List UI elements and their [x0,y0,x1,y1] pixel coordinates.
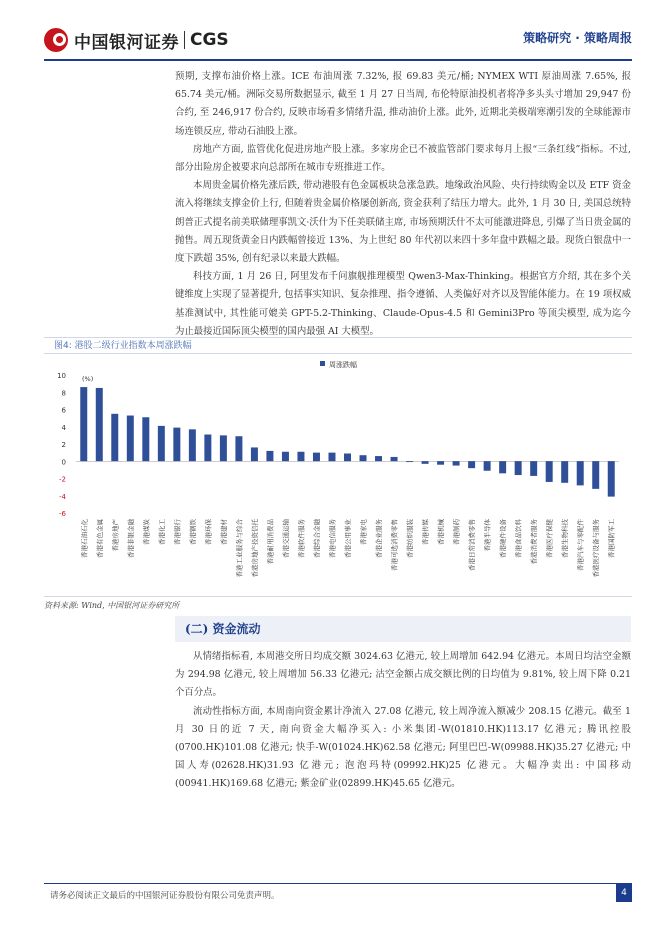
chart-bar [96,388,103,461]
chart-bar [111,414,118,461]
category-label: 香港电信服务 [328,519,337,558]
y-tick-label: -2 [59,475,66,484]
category-label: 香港钢铁 [188,519,197,545]
category-label: 香港有色金属 [95,519,104,558]
y-unit-label: (%) [82,375,94,383]
chart-bar [360,455,367,461]
chart-bar [158,426,165,461]
chart-bar [422,461,429,464]
page-number: 4 [616,884,632,902]
company-logo [44,27,229,53]
logo-en-text: CGS [190,30,229,50]
paragraph: 房地产方面, 监管优化促进房地产股上涨。多家房企已不被监管部门要求每月上报“三条红线”指标。不过, 部分出险房企被要求向总部所在城市专班推进工作。 [175,143,631,174]
chart-bar [204,435,211,462]
y-tick-label: 6 [61,406,66,415]
chart-bar [468,461,475,468]
category-label: 香港综合金融 [312,519,321,558]
chart-bar [220,435,227,461]
chart-bar [282,452,289,461]
header-divider [44,59,632,61]
y-tick-label: -6 [59,510,66,518]
body-text-bottom [175,648,631,794]
chart-bar [437,461,444,464]
y-tick-label: -4 [59,492,66,501]
category-label: 香港企业服务 [375,519,384,558]
chart-bar [530,461,537,476]
category-label: 香港化工 [157,519,166,545]
paragraph: 科技方面, 1 月 26 日, 阿里发布千问旗舰推理模型 Qwen3-Max-Thinking。根据官方介绍, 其在多个关键维度上实现了显著提升, 包括事实知识、复杂推理、指令遵循、人类偏好对齐以及智能体能力。在 19 项权威基准测试中, 其性能可媲美 GPT-5.2-Thinking、Claude-Opus-4.5 和 Gemini3Pro 等顶尖模型, 成为迄今为止最接近国际顶尖模型的国内最强 AI 大模型。 [175,271,631,337]
chart-bar [80,387,87,461]
category-label: 香港食品饮料 [514,519,523,558]
category-label: 香港石油石化 [80,519,89,558]
category-label: 香港家电 [359,519,368,545]
category-label: 香港交通运输 [281,519,290,558]
chart-bar [297,452,304,461]
chart-bar [453,461,460,465]
y-tick-label: 2 [61,441,66,449]
category-label: 香港银行 [173,519,182,545]
chart-bar [189,429,196,461]
category-label: 香港房地产投资信托 [250,519,259,578]
category-label: 香港建材 [219,519,228,545]
category-label: 香港生物科技 [561,519,570,558]
footer-disclaimer: 请务必阅读正文最后的中国银河证券股份有限公司免责声明。 [50,891,280,901]
chart-bar [251,447,258,461]
footer-divider [44,883,632,884]
y-tick-label: 0 [61,458,66,467]
category-label: 香港半导体 [483,519,492,552]
chart-bar [592,461,599,489]
chart-bar [608,461,615,496]
chart-bar [375,456,382,461]
chart-bar [235,436,242,461]
y-tick-label: 4 [61,423,66,432]
chart-bar [344,453,351,461]
category-label: 香港纺织服装 [406,519,415,558]
legend-label: 周涨跌幅 [329,361,357,369]
category-label: 香港工业服务与综合 [235,519,244,578]
chart-bar [173,428,180,462]
bar-chart [44,355,632,595]
chart-bar [127,416,134,462]
report-category: 策略研究 · 策略周报 [523,31,632,45]
paragraph: 从情绪指标看, 本周港交所日均成交额 3024.63 亿港元, 较上周增加 642.94 亿港元。本周日均沽空金额为 294.98 亿港元, 较上周增加 56.33 亿港元; 沽空金额占成交额比例的日均值为 9.81%, 较上周下降 0.21 个百分点。 [175,651,631,699]
paragraph: 流动性指标方面, 本周南向资金累计净流入 27.08 亿港元, 较上周净流入额减少 208.15 亿港元。截至 1 月 30 日的近 7 天, 南向资金大幅净买入: 小米集团-W(01810.HK)113.17 亿港元; 腾讯控股(0700.HK)101.08 亿港元; 快手-W(01024.HK)62.58 亿港元; 阿里巴巴-W(09988.HK)35.27 亿港元; 中国人寿(02628.HK)31.93 亿港元; 泡泡玛特(09992.HK)25 亿港元。大幅净卖出: 中国移动(00941.HK)169.68 亿港元; 紫金矿业(02899.HK)45.65 亿港元。 [175,705,631,790]
chart-bar [546,461,553,482]
chart-bar [266,451,273,461]
figure-source: 资料来源: Wind, 中国银河证券研究所 [44,596,632,611]
category-label: 香港机械 [437,519,446,545]
y-tick-label: 10 [57,372,66,380]
section-title: (二) 资金流动 [175,616,631,642]
category-label: 香港房地产 [111,519,120,552]
category-label: 香港环保 [204,519,213,545]
category-label: 香港非银金融 [126,519,135,558]
category-label: 香港公用事业 [344,519,352,558]
category-label: 香港医疗保健 [545,519,554,558]
category-label: 香港硬件设备 [499,519,508,558]
chart-bar [313,453,320,462]
chart-bar [328,453,335,462]
category-label: 香港医疗设备与服务 [592,519,601,578]
chart-bar [561,461,568,483]
y-tick-label: 8 [61,389,66,398]
paragraph: 本周贵金属价格先涨后跌, 带动港股有色金属板块急涨急跌。地缘政治风险、央行持续购金以及 ETF 资金流入将继续支撑金价上行, 但随着贵金属价格屡创新高, 资金获利了结压力增大。此外, 1 月 30 日, 美国总统特朗普正式提名前美联储理事凯文·沃什为下任美联储主席, 市场预期沃什不太可能激进降息, 引爆了当日贵金属的抛售。周五现货黄金日内跌幅曾接近 13%、为上世纪 80 年代初以来四十多年盘中跌幅之最。现货白银盘中一度下跌超 35%, 创有纪录以来最大跌幅。 [175,180,631,265]
category-label: 香港汽车与零配件 [576,519,585,571]
chart-bar [515,461,522,475]
chart-bar [499,461,506,473]
body-text-top [175,68,631,341]
category-label: 香港消费者服务 [530,519,539,565]
category-label: 香港软件服务 [297,519,306,558]
category-label: 香港煤炭 [142,519,151,545]
category-label: 香港可选消费零售 [390,519,399,571]
category-label: 香港国防军工 [607,519,616,558]
chart-bar [406,461,413,462]
logo-cn-text: 中国银河证券 [74,32,179,53]
chart-bar [484,461,491,470]
chart-bar [391,457,398,461]
chart-bar [577,461,584,485]
logo-icon [44,28,68,52]
paragraph: 预期, 支撑布油价格上涨。ICE 布油周涨 7.32%, 报 69.83 美元/桶; NYMEX WTI 原油周涨 7.65%, 报 65.74 美元/桶。洲际交易所数据显示, 截至 1 月 27 日当周, 布伦特原油投机者将净多头头寸增加 29,947 份合约, 至 246,917 份合约, 反映市场看多情绪升温, 推动油价上涨。此外, 近期北美极端寒潮引发的全球能源市场连锁反应, 带动石油股上涨。 [175,71,631,137]
category-label: 香港传媒 [421,519,430,545]
chart-bar [142,417,149,461]
category-label: 香港日常消费零售 [468,519,477,571]
category-label: 香港制药 [452,519,461,545]
category-label: 香港耐用消费品 [266,519,275,565]
figure-title: 图4: 港股二级行业指数本周涨跌幅 [44,337,632,354]
legend-swatch [320,361,325,366]
logo-separator [184,31,185,49]
